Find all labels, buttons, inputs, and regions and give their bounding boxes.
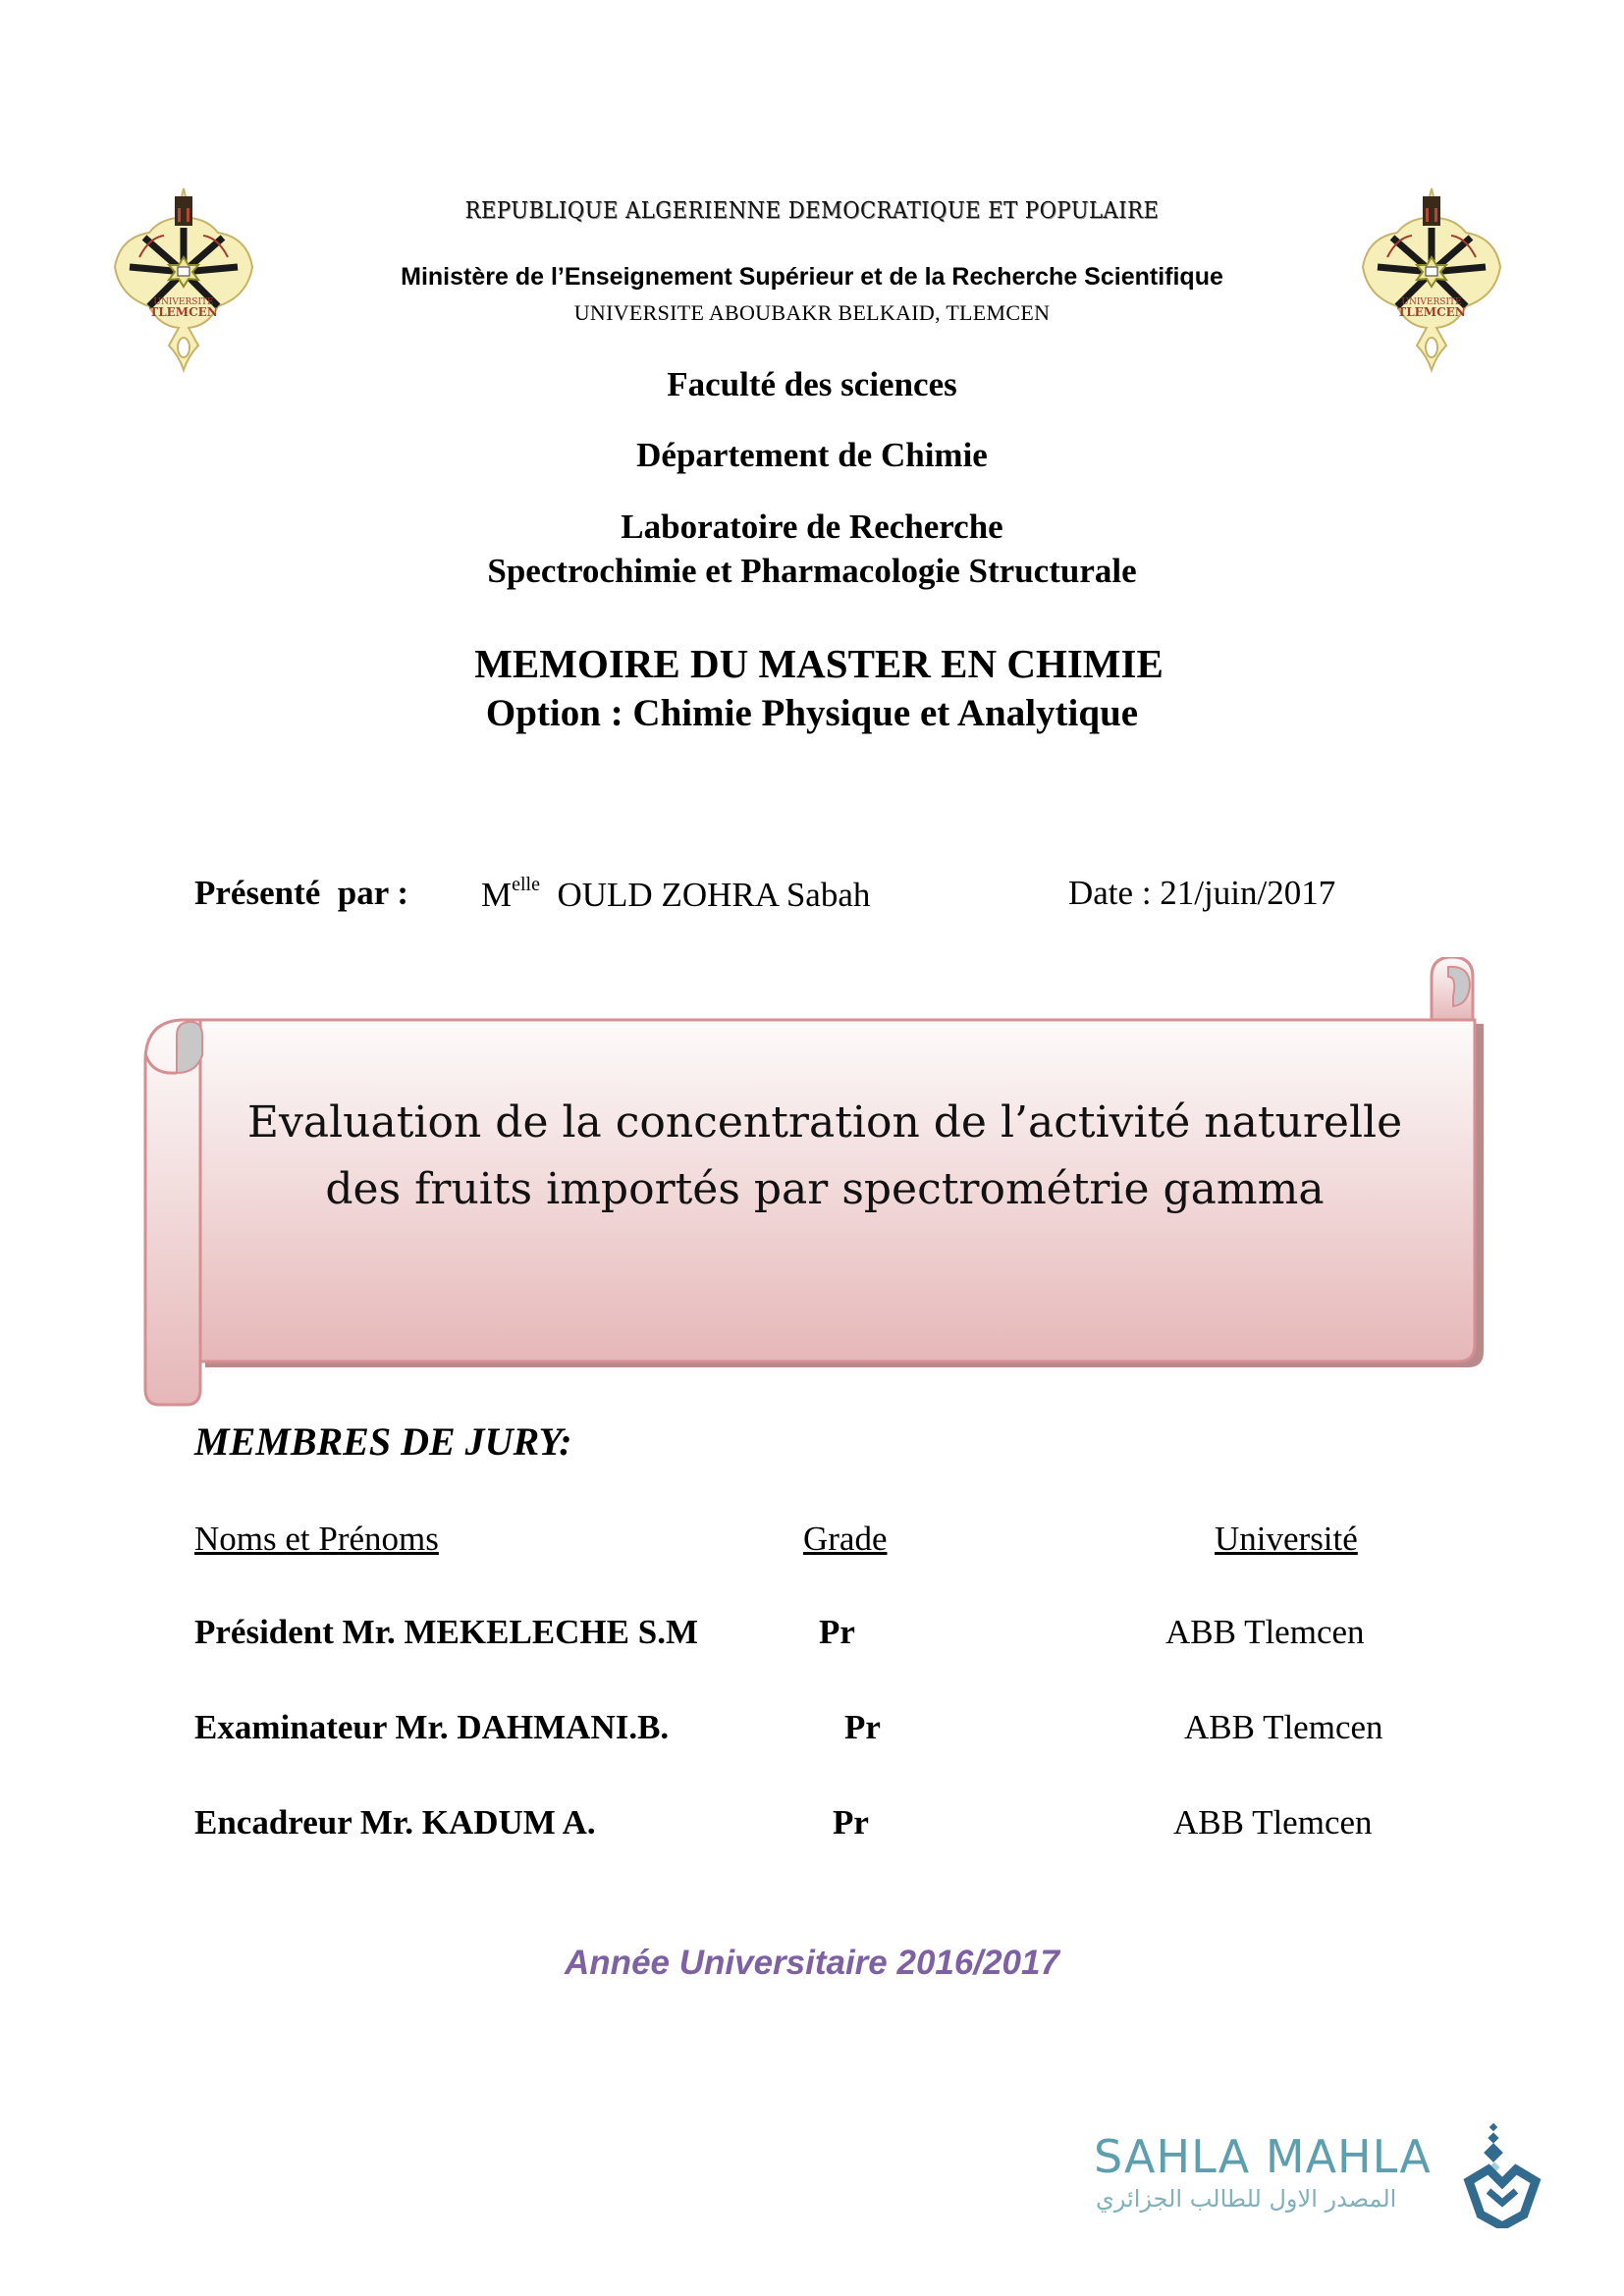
- academic-year: Année Universitaire 2016/2017: [565, 1944, 1059, 1982]
- laboratoire-heading-line1: Laboratoire de Recherche: [621, 507, 1003, 546]
- republique-heading: REPUBLIQUE ALGERIENNE DEMOCRATIQUE ET POPULAIRE: [464, 198, 1160, 224]
- thesis-title-line2: des fruits importés par spectrométrie gamma: [325, 1164, 1325, 1214]
- ministere-heading: Ministère de l’Enseignement Supérieur et de la Recherche Scientifique: [401, 263, 1223, 291]
- jury-heading: MEMBRES DE JURY:: [194, 1419, 572, 1464]
- jury-member-grade: Pr: [819, 1613, 855, 1651]
- presenter-name: [481, 874, 870, 915]
- column-header-university: Université: [1215, 1520, 1358, 1558]
- memoire-option: Option : Chimie Physique et Analytique: [485, 692, 1139, 734]
- jury-member-name: Encadreur Mr. KADUM A.: [194, 1803, 596, 1842]
- memoire-title: MEMOIRE DU MASTER EN CHIMIE: [474, 641, 1164, 686]
- jury-member-name: Président Mr. MEKELECHE S.M: [194, 1613, 699, 1651]
- sahla-mahla-logo-icon: [1463, 2120, 1542, 2228]
- presenter-title-sup: elle: [512, 874, 540, 895]
- jury-member-name: Examinateur Mr. DAHMANI.B.: [194, 1708, 670, 1746]
- universite-heading: UNIVERSITE ABOUBAKR BELKAID, TLEMCEN: [573, 300, 1051, 325]
- column-header-names: Noms et Prénoms: [194, 1520, 439, 1558]
- svg-text:UNIVERSITE: UNIVERSITE: [1401, 297, 1462, 307]
- watermark-brand: SAHLA MAHLA: [1094, 2130, 1432, 2183]
- jury-member-university: ABB Tlemcen: [1184, 1708, 1383, 1746]
- presenter-fullname: OULD ZOHRA Sabah: [557, 876, 871, 914]
- presentation-date: Date : 21/juin/2017: [1068, 874, 1336, 912]
- sahla-mahla-watermark: [1090, 2120, 1551, 2228]
- thesis-title: [177, 1090, 1473, 1223]
- svg-text:UNIVERSITE: UNIVERSITE: [153, 297, 214, 307]
- presenter-title: M: [481, 876, 513, 914]
- jury-member-university: ABB Tlemcen: [1165, 1613, 1365, 1651]
- column-header-grade: Grade: [803, 1520, 888, 1558]
- thesis-title-line1: Evaluation de la concentration de l’activité naturelle: [246, 1097, 1403, 1148]
- presente-par-label: Présenté par :: [194, 874, 409, 912]
- faculte-heading: Faculté des sciences: [667, 365, 957, 403]
- svg-text:TLEMCEN: TLEMCEN: [1397, 305, 1466, 319]
- watermark-tagline: المصدر الاول للطالب الجزائري: [1096, 2185, 1397, 2213]
- laboratoire-heading-line2: Spectrochimie et Pharmacologie Structurale: [487, 552, 1137, 590]
- jury-member-grade: Pr: [844, 1708, 881, 1746]
- jury-member-university: ABB Tlemcen: [1173, 1803, 1373, 1842]
- svg-text:TLEMCEN: TLEMCEN: [149, 305, 218, 319]
- jury-member-grade: Pr: [833, 1803, 869, 1842]
- departement-heading: Département de Chimie: [636, 436, 988, 474]
